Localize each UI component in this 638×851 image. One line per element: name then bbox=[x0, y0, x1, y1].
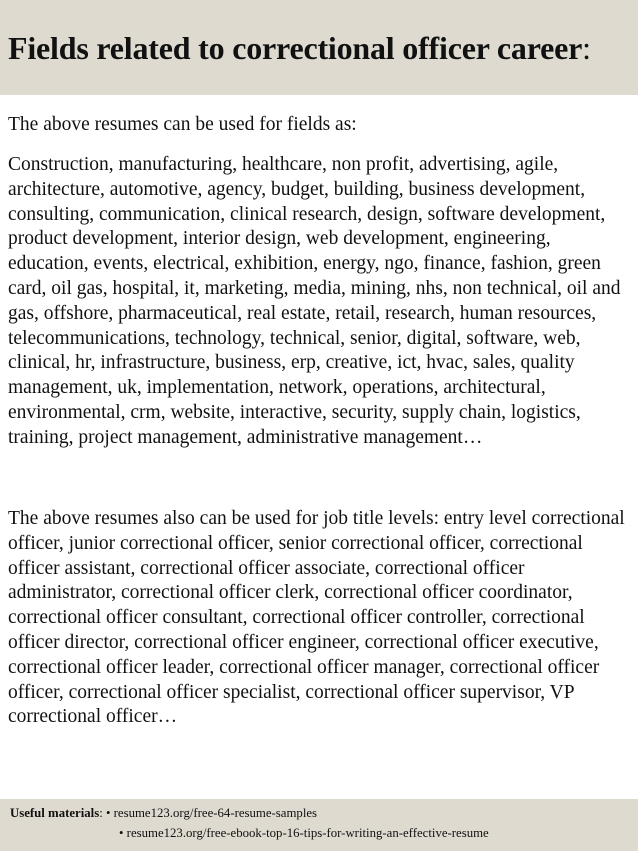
fields-paragraph: Construction, manufacturing, healthcare, non profit, advertising, agile, architecture, automotive, agency, budget, building, business development, consulting, communication, clinical research, design, software development, product development, interior design, web development, engineering, education, events, electrical, exhibition, energy, ngo, finance, fashion, green card, oil gas, hospital, it, marketing, media, mining, nhs, non technical, oil and gas, offshore, pharmaceutical, real estate, retail, research, human resources, telecommunications, technology, technical, senior, digital, software, web, clinical, hr, infrastructure, business, erp, creative, ict, hvac, sales, quality management, uk, implementation, network, operations, architectural, environmental, crm, website, interactive, security, supply chain, logistics, training, project management, administrative management… bbox=[8, 154, 621, 448]
job-levels-paragraph: The above resumes also can be used for job title levels: entry level correctional officer, junior correctional officer, senior correctional officer, correctional officer assistant, correctional officer associate, correctional officer administrator, correctional officer clerk, correctional officer coordinator, correctional officer consultant, correctional officer controller, correctional officer director, correctional officer engineer, correctional officer executive, correctional officer leader, correctional officer manager, correctional officer officer, correctional officer specialist, correctional officer supervisor, VP correctional officer… bbox=[8, 508, 625, 728]
intro-text: The above resumes can be used for fields as: bbox=[8, 114, 357, 135]
page-title bbox=[8, 28, 638, 68]
page-title-colon: : bbox=[582, 30, 591, 66]
footer-link-2[interactable]: • resume123.org/free-ebook-top-16-tips-for-writing-an-effective-resume bbox=[119, 826, 489, 840]
footer-row-1 bbox=[10, 803, 638, 823]
footer-row-2 bbox=[10, 823, 638, 843]
footer-separator: : bbox=[99, 806, 106, 820]
page-title-text: Fields related to correctional officer career bbox=[8, 30, 583, 66]
footer-banner bbox=[0, 799, 638, 851]
useful-materials-label: Useful materials bbox=[10, 806, 100, 820]
footer-link-1[interactable]: • resume123.org/free-64-resume-samples bbox=[105, 806, 318, 820]
body-content bbox=[8, 112, 632, 728]
title-banner bbox=[0, 0, 638, 95]
